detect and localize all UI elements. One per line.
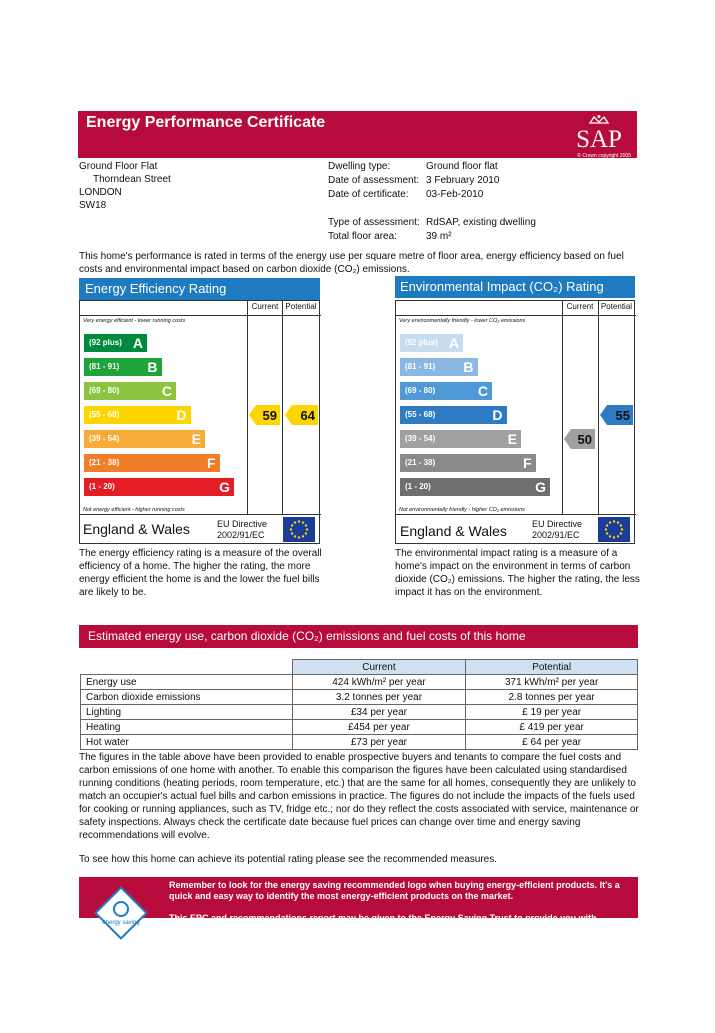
col-potential-header: Potential [466, 660, 638, 675]
environment-description: The environmental impact rating is a measure of a home's impact on the environment in terms of carbon dioxide (CO₂) emissions. The higher the rating, the less impact it has on the environment. [395, 548, 640, 598]
row-potential: £ 19 per year [466, 705, 638, 720]
efficiency-chart [79, 300, 320, 544]
detail-value: 3 February 2010 [426, 175, 500, 186]
band-letter: C [477, 383, 488, 399]
rating-band-a [84, 334, 147, 352]
bottom-scale-note: Not energy efficient - higher running costs [83, 507, 185, 513]
environment-chart [395, 300, 635, 544]
band-range: (55 - 68) [405, 410, 436, 419]
band-letter: C [161, 383, 172, 399]
table-header-row [81, 660, 638, 675]
col-potential-label: Potential [600, 302, 633, 311]
row-label: Lighting [81, 705, 293, 720]
current-rating-arrow: 59 [249, 405, 280, 425]
estimate-table [80, 659, 638, 750]
address-line: Ground Floor Flat [79, 161, 158, 172]
estimate-header [79, 625, 638, 648]
table-row [81, 675, 638, 690]
band-range: (39 - 54) [89, 434, 120, 443]
eu-flag-icon [283, 517, 315, 542]
detail-label: Dwelling type: [328, 161, 391, 172]
col-potential-label: Potential [285, 302, 317, 311]
band-letter: A [132, 335, 143, 351]
efficiency-description: The energy efficiency rating is a measure of the overall efficiency of a home. The higher the rating, the more energy efficient the home is and the lower the fuel bills are likely to be. [79, 548, 322, 598]
band-range: (81 - 91) [89, 362, 120, 371]
row-current: 424 kWh/m² per year [292, 675, 466, 690]
detail-value: RdSAP, existing dwelling [426, 217, 536, 228]
col-current-header: Current [292, 660, 466, 675]
rating-band-b [400, 358, 478, 376]
energy-saving-logo-text: energy saving [102, 920, 140, 926]
row-current: £454 per year [292, 720, 466, 735]
sap-logo-text: SAP [576, 126, 622, 153]
row-label: Energy use [81, 675, 293, 690]
details-block [328, 160, 536, 244]
sap-logo [564, 114, 634, 158]
row-current: £34 per year [292, 705, 466, 720]
band-letter: E [191, 431, 201, 447]
table-row [81, 705, 638, 720]
band-range: (1 - 20) [89, 482, 115, 491]
bottom-scale-note: Not environmentally friendly - higher CO₂ emissions [399, 507, 525, 513]
environment-header [395, 276, 635, 298]
rating-band-d [84, 406, 191, 424]
band-range: (55 - 68) [89, 410, 120, 419]
detail-value: 39 m² [426, 231, 452, 242]
band-letter: A [448, 335, 459, 351]
estimate-title: Estimated energy use, carbon dioxide (CO₂) emissions and fuel costs of this home [88, 629, 526, 643]
detail-label: Date of certificate: [328, 189, 409, 200]
band-letter: F [206, 455, 216, 471]
rating-band-f [400, 454, 536, 472]
band-letter: G [219, 479, 230, 495]
region-label: England & Wales [400, 523, 507, 539]
potential-rating-arrow: 55 [600, 405, 633, 425]
detail-value: Ground floor flat [426, 161, 498, 172]
row-label: Carbon dioxide emissions [81, 690, 293, 705]
top-scale-note: Very environmentally friendly - lower CO₂ emissions [399, 318, 526, 324]
rating-band-c [400, 382, 492, 400]
address-line: Thorndean Street [93, 174, 171, 185]
page-title: Energy Performance Certificate [86, 114, 326, 131]
rating-band-g [400, 478, 550, 496]
banner-text-2: This EPC and recommendations report may be given to the Energy Saving Trust to provide you with [169, 913, 597, 923]
table-row [81, 735, 638, 750]
band-letter: E [507, 431, 517, 447]
current-rating-arrow: 50 [564, 429, 595, 449]
rating-band-g [84, 478, 234, 496]
recommend-link-text: To see how this home can achieve its potential rating please see the recommended measures. [79, 854, 498, 865]
eu-directive-label: EU Directive 2002/91/EC [532, 519, 583, 540]
eu-directive-label: EU Directive 2002/91/EC [217, 519, 268, 540]
rating-band-d [400, 406, 507, 424]
band-range: (69 - 80) [89, 386, 120, 395]
rating-band-b [84, 358, 162, 376]
detail-label: Date of assessment: [328, 175, 420, 186]
banner-text: Remember to look for the energy saving recommended logo when buying energy-efficient products. It's a quick and easy way to identify the most energy-efficient products on the market. [169, 880, 620, 901]
band-range: (21 - 38) [89, 458, 120, 467]
band-letter: F [522, 455, 532, 471]
address-line: SW18 [79, 200, 107, 211]
band-range: (21 - 38) [405, 458, 436, 467]
row-current: 3.2 tonnes per year [292, 690, 466, 705]
environment-title: Environmental Impact (CO₂) Rating [400, 279, 604, 294]
efficiency-title: Energy Efficiency Rating [85, 281, 227, 296]
band-range: (92 plus) [405, 338, 438, 347]
band-range: (39 - 54) [405, 434, 436, 443]
efficiency-header [79, 278, 320, 300]
row-potential: £ 64 per year [466, 735, 638, 750]
band-letter: D [176, 407, 187, 423]
row-label: Heating [81, 720, 293, 735]
rating-band-a [400, 334, 463, 352]
row-potential: 2.8 tonnes per year [466, 690, 638, 705]
col-current-label: Current [566, 302, 594, 311]
eu-flag-icon [598, 517, 630, 542]
row-label: Hot water [81, 735, 293, 750]
estimate-note: The figures in the table above have been provided to enable prospective buyers and tenants to compare the fuel costs and carbon emissions of one home with another. To enable this comparison the figures have been calculated using standardised running conditions (heating periods, room temperature, etc.) that are the same for all homes, consequently they are unlikely to match an occupier's actual fuel bills and carbon emissions in practice. The figures do not include the impacts of the fuels used for cooking or running appliances, such as TV, fridge etc.; nor do they reflect the costs associated with service, maintenance or safety inspections. Always check the certificate date because fuel prices can change over time and energy saving recommendations will evolve. [79, 752, 639, 841]
energy-saving-banner [79, 877, 638, 926]
row-current: £73 per year [292, 735, 466, 750]
band-range: (1 - 20) [405, 482, 431, 491]
band-letter: D [492, 407, 503, 423]
band-letter: B [463, 359, 474, 375]
intro-text: This home's performance is rated in terms of the energy use per square metre of floor area, energy efficiency based on fuel costs and environmental impact based on carbon dioxide (CO₂) emissions. [79, 251, 624, 275]
potential-rating-arrow: 64 [285, 405, 318, 425]
row-potential: £ 419 per year [466, 720, 638, 735]
col-current-label: Current [251, 302, 279, 311]
table-row [81, 720, 638, 735]
rating-band-e [400, 430, 521, 448]
rating-band-e [84, 430, 205, 448]
detail-label: Total floor area: [328, 231, 397, 242]
copyright-text: © Crown copyright 2005 [577, 153, 631, 159]
address-line: LONDON [79, 187, 122, 198]
band-letter: B [147, 359, 158, 375]
energy-saving-logo-icon [93, 885, 149, 941]
detail-label: Type of assessment: [328, 217, 420, 228]
crown-icon [564, 114, 634, 158]
region-label: England & Wales [83, 521, 190, 537]
table-row [81, 690, 638, 705]
top-scale-note: Very energy efficient - lower running costs [83, 318, 186, 324]
band-range: (69 - 80) [405, 386, 436, 395]
rating-band-f [84, 454, 220, 472]
rating-band-c [84, 382, 176, 400]
detail-value: 03-Feb-2010 [426, 189, 484, 200]
band-letter: G [535, 479, 546, 495]
band-range: (81 - 91) [405, 362, 436, 371]
address-block [79, 160, 171, 212]
band-range: (92 plus) [89, 338, 122, 347]
row-potential: 371 kWh/m² per year [466, 675, 638, 690]
